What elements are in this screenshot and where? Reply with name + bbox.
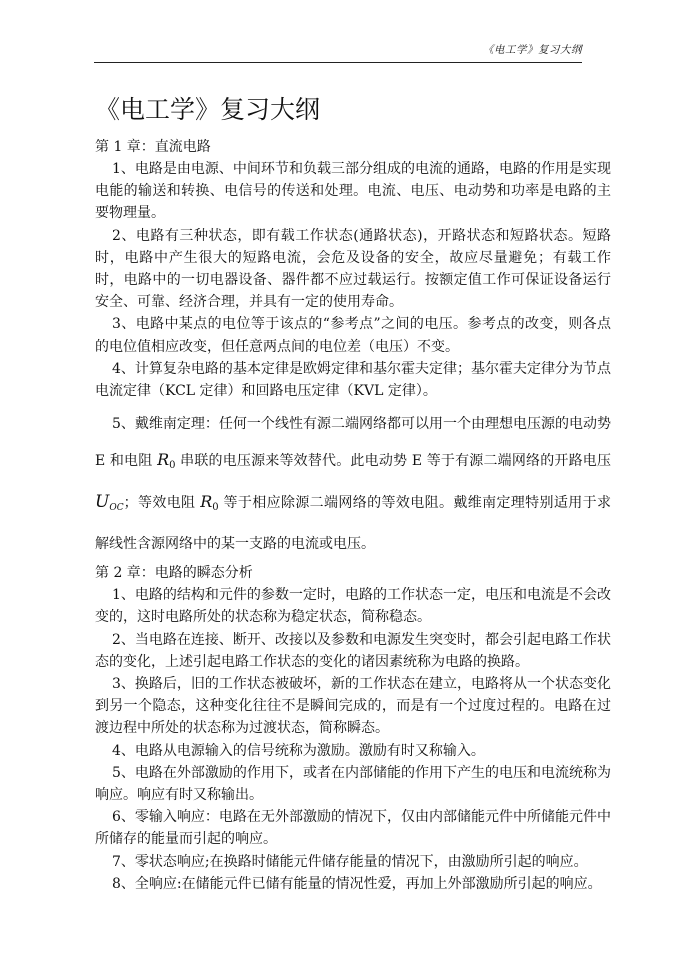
chapter-1-heading: 第 1 章：直流电路 (95, 139, 211, 155)
voltage-symbol: U (95, 492, 110, 513)
document-body (95, 92, 611, 895)
chapter-1-paragraph-4: 4、计算复杂电路的基本定律是欧姆定律和基尔霍夫定律；基尔霍夫定律分为节点电流定律（KCL 定律）和回路电压定律（KVL 定律）。 (95, 360, 611, 400)
chapter-1-paragraph-1: 1、电路是由电源、中间环节和负载三部分组成的电流的通路，电路的作用是实现电能的输送和转换、电信号的传送和处理。电流、电压、电动势和功率是电路的主要物理量。 (95, 161, 611, 222)
running-header: 《电工学》复习大纲 (94, 38, 582, 63)
chapter-2-paragraph-6: 6、零输入响应：电路在无外部激励的情况下，仅由内部储能元件中所储能元件中所储存的能量而引起的响应。 (95, 809, 611, 848)
document-title: 《电工学》复习大纲 (95, 95, 321, 124)
thevenin-text-c: ；等效电阻 (123, 495, 201, 512)
resistance-symbol: R (157, 450, 170, 470)
resistance-subscript-2: 0 (212, 502, 219, 514)
thevenin-text-a: 5、戴维南定理：任何一个线性有源二端网络都可以用一个由理想电压源的电动势 E 和电阻 (95, 416, 611, 470)
chapter-2-paragraph-5: 5、电路在外部激励的作用下，或者在内部储能的作用下产生的电压和电流统称为响应。响应有时又称输出。 (95, 764, 611, 804)
thevenin-text-b: 串联的电压源来等效替代。此电动势 E 等于有源二端网络的开路电压 (175, 453, 611, 470)
resistance-subscript: 0 (169, 460, 176, 472)
thevenin-text-d: 等于相应除源二端网络的等效电阻。戴维南定理特别适用于求解线性含源网络中的某一支路的电流或电压。 (95, 495, 612, 553)
chapter-1-paragraph-2: 2、电路有三种状态，即有载工作状态(通路状态)，开路状态和短路状态。短路时，电路中产生很大的短路电流，会危及设备的安全，故应尽量避免；有载工作时，电路中的一切电器设备、器件都不应过载运行。按额定值工作可保证设备运行安全、可靠、经济合理，并具有一定的使用寿命。 (95, 227, 611, 311)
resistance-symbol-2: R (200, 492, 213, 512)
chapter-2-paragraph-7: 7、零状态响应;在换路时储能元件储存能量的情况下，由激励所引起的响应。 (112, 853, 588, 870)
chapter-2-paragraph-1: 1、电路的结构和元件的参数一定时，电路的工作状态一定，电压和电流是不会改变的，这时电路所处的状态称为稳定状态，简称稳态。 (95, 587, 611, 626)
chapter-2-paragraph-8: 8、全响应:在储能元件已储有能量的情况性爱，再加上外部激励所引起的响应。 (112, 875, 602, 892)
chapter-1-paragraph-3: 3、电路中某点的电位等于该点的“参考点”之间的电压。参考点的改变，则各点的电位值相应改变，但任意两点间的电位差（电压）不变。 (95, 316, 611, 355)
chapter-2-paragraph-3: 3、换路后，旧的工作状态被破坏，新的工作状态在建立，电路将从一个状态变化到另一个隐态，这种变化往往不是瞬间完成的，而是有一个过度过程的。电路在过渡边程中所处的状态称为过渡状态，简称瞬态。 (95, 676, 611, 737)
chapter-2-heading: 第 2 章：电路的瞬态分析 (95, 565, 253, 582)
chapter-1-paragraph-5 (95, 406, 611, 562)
chapter-2-paragraph-2: 2、当电路在连接、断开、改接以及参数和电源发生突变时，都会引起电路工作状态的变化，上述引起电路工作状态的变化的诸因素统称为电路的换路。 (95, 631, 611, 670)
chapter-2-paragraph-4: 4、电路从电源输入的信号统称为激励。激励有时又称输入。 (112, 742, 485, 759)
voltage-subscript: OC (109, 503, 124, 514)
